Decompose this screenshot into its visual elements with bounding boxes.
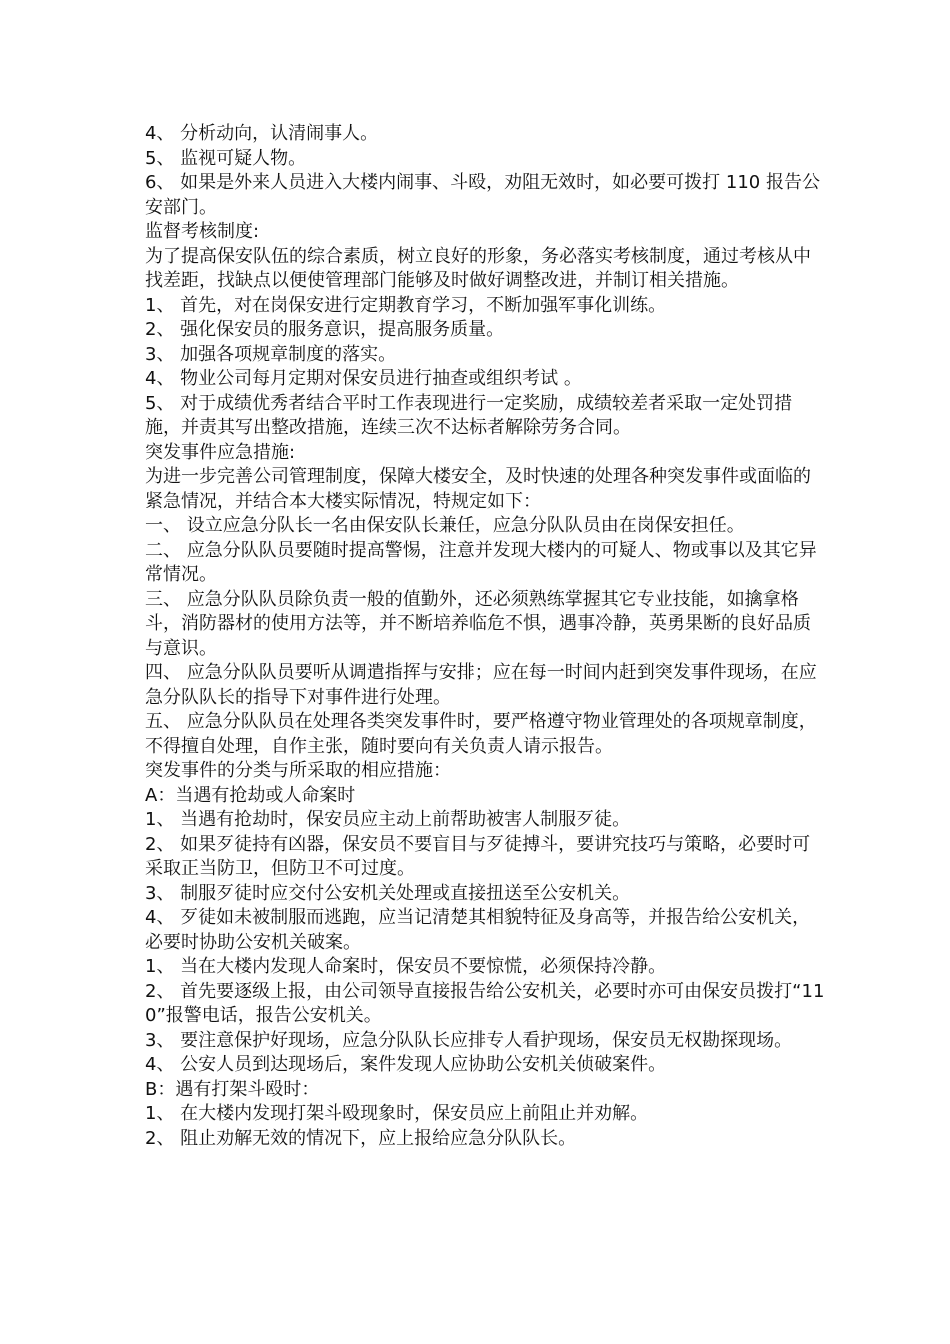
list-item: 三、 应急分队队员除负责一般的值勤外，还必须熟练掌握其它专业技能，如擒拿格斗，消防器材的使用方法等，并不断培养临危不惧，遇事冷静，英勇果断的良好品质与意识。 bbox=[145, 588, 811, 659]
section-heading: 突发事件的分类与所采取的相应措施： bbox=[145, 760, 451, 781]
list-item: 4、 歹徒如未被制服而逃跑，应当记清楚其相貌特征及身高等，并报告给公安机关，必要时协助公安机关破案。 bbox=[145, 907, 811, 953]
section-heading: 监督考核制度: bbox=[145, 221, 260, 242]
list-item: 3、 制服歹徒时应交付公安机关处理或直接扭送至公安机关。 bbox=[145, 882, 631, 904]
list-item: 4、 物业公司每月定期对保安员进行抽查或组织考试 。 bbox=[145, 368, 582, 389]
subsection-heading: A：当遇有抢劫或人命案时 bbox=[145, 784, 356, 806]
list-item: 3、 要注意保护好现场，应急分队队长应排专人看护现场，保安员无权勘探现场。 bbox=[145, 1029, 793, 1051]
list-item: 5、 监视可疑人物。 bbox=[145, 147, 307, 169]
list-item: 2、 阻止劝解无效的情况下，应上报给应急分队队长。 bbox=[145, 1127, 577, 1149]
list-item: 3、 加强各项规章制度的落实。 bbox=[145, 343, 397, 365]
list-item: 2、 首先要逐级上报，由公司领导直接报告给公安机关，必要时亦可由保安员拨打“110”报警电话，报告公安机关。 bbox=[145, 980, 825, 1026]
list-item: 1、 在大楼内发现打架斗殴现象时，保安员应上前阻止并劝解。 bbox=[145, 1103, 649, 1124]
section-heading: 突发事件应急措施: bbox=[145, 441, 296, 463]
list-item: 5、 对于成绩优秀者结合平时工作表现进行一定奖励，成绩较差者采取一定处罚措施，并责其写出整改措施，连续三次不达标者解除劳务合同。 bbox=[145, 392, 793, 438]
list-item: 一、 设立应急分队长一名由保安队长兼任，应急分队队员由在岗保安担任。 bbox=[145, 515, 745, 536]
paragraph: 为进一步完善公司管理制度，保障大楼安全，及时快速的处理各种突发事件或面临的紧急情况，并结合本大楼实际情况，特规定如下： bbox=[145, 466, 811, 512]
subsection-heading: B：遇有打架斗殴时： bbox=[145, 1078, 320, 1100]
list-item: 4、 公安人员到达现场后，案件发现人应协助公安机关侦破案件。 bbox=[145, 1054, 667, 1075]
list-item: 1、 当在大楼内发现人命案时，保安员不要惊慌，必须保持冷静。 bbox=[145, 956, 667, 977]
list-item: 二、 应急分队队员要随时提高警惕，注意并发现大楼内的可疑人、物或事以及其它异常情况。 bbox=[145, 539, 817, 585]
list-item: 四、 应急分队队员要听从调遣指挥与安排；应在每一时间内赶到突发事件现场，在应急分队队长的指导下对事件进行处理。 bbox=[145, 662, 817, 708]
list-item: 4、 分析动向，认清闹事人。 bbox=[145, 123, 379, 144]
list-item: 1、 首先，对在岗保安进行定期教育学习，不断加强军事化训练。 bbox=[145, 294, 667, 316]
list-item: 1、 当遇有抢劫时，保安员应主动上前帮助被害人制服歹徒。 bbox=[145, 809, 631, 830]
list-item: 2、 如果歹徒持有凶器，保安员不要盲目与歹徒搏斗，要讲究技巧与策略，必要时可采取正当防卫，但防卫不可过度。 bbox=[145, 833, 811, 879]
list-item: 五、 应急分队队员在处理各类突发事件时，要严格遵守物业管理处的各项规章制度，不得擅自处理，自作主张，随时要向有关负责人请示报告。 bbox=[145, 711, 817, 757]
document-body bbox=[145, 122, 825, 1151]
list-item: 2、 强化保安员的服务意识，提高服务质量。 bbox=[145, 319, 505, 340]
list-item: 6、 如果是外来人员进入大楼内闹事、斗殴，劝阻无效时，如必要可拨打 110 报告公安部门。 bbox=[145, 172, 820, 218]
paragraph: 为了提高保安队伍的综合素质，树立良好的形象，务必落实考核制度，通过考核从中找差距，找缺点以便使管理部门能够及时做好调整改进，并制订相关措施。 bbox=[145, 245, 811, 291]
